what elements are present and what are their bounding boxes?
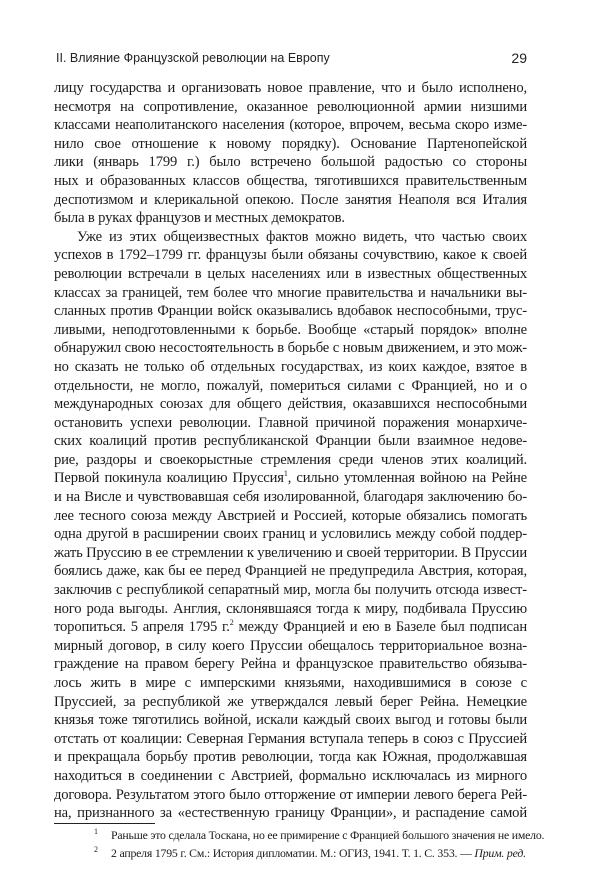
text-segment: международных союзах для общего действия, оказавшихся неспособными bbox=[54, 396, 527, 413]
text-line bbox=[54, 804, 527, 823]
text-segment: лось жить в мире с имперскими князьями, находившимися в союзе с bbox=[54, 675, 527, 691]
paragraph bbox=[54, 79, 527, 228]
text-segment: граждение на правом берегу Рейна и французское правительство обязыва- bbox=[54, 656, 527, 673]
text-segment: на, признанного за «естественную границу Франции», и распадение самой bbox=[54, 805, 527, 822]
text-line bbox=[54, 562, 527, 581]
text-line bbox=[54, 618, 527, 637]
text-line bbox=[54, 507, 527, 526]
text-segment: ских коалиций против республиканской Франции были взаимное недове- bbox=[54, 433, 527, 450]
text-line bbox=[54, 339, 527, 358]
text-segment: классах за границей, тем более что многие правительства и начальники вы- bbox=[54, 284, 527, 301]
paragraph bbox=[54, 228, 527, 823]
text-segment: лицу государства и организовать новое правление, что и было исполнено, bbox=[54, 80, 527, 96]
text-segment: отстать от коалиции: Северная Германия вступала теперь в союз с Пруссией bbox=[54, 730, 527, 747]
text-line bbox=[54, 767, 527, 786]
text-segment: сланных против Франции войск оказывались вдобавок неспособными, трус- bbox=[54, 303, 527, 320]
text-segment: между Францией и ею в Базеле был подписан bbox=[233, 619, 527, 636]
text-segment: но сказать не только об отдельных государствах, из коих каждое, взятое в bbox=[54, 358, 527, 375]
text-segment: договора. Результатом этого было отторжение от империи левого берега Рей- bbox=[54, 786, 527, 803]
text-segment: , сильно утомленная войною на Рейне bbox=[287, 470, 527, 487]
text-segment: деспотизмом и клерикальной опекою. После занятия Неаполя вся Италия bbox=[54, 191, 527, 208]
text-segment: остановить успехи революции. Главной причиной поражения монархиче- bbox=[54, 414, 527, 431]
footnote-number: 2 bbox=[94, 845, 98, 854]
text-line bbox=[54, 98, 527, 117]
text-line bbox=[54, 358, 527, 377]
text-line bbox=[54, 488, 527, 507]
text-line bbox=[54, 191, 527, 210]
text-segment: Раньше это сделала Тоскана, но ее примирение с Францией большого значения не имело. bbox=[111, 828, 545, 842]
footnote bbox=[94, 826, 545, 844]
text-line bbox=[54, 302, 527, 321]
text-segment: Пруссией, за республикой же утверждался левый берег Рейна. Немецкие bbox=[54, 693, 527, 710]
text-segment: и прекращала борьбу против революции, тогда как Южная, продолжавшая bbox=[54, 749, 527, 766]
text-segment: боялись даже, как бы ее перед Францией не предупредила Австрия, которая, bbox=[54, 563, 527, 580]
text-segment: ных и образованных классов общества, тяготившихся правительственным bbox=[54, 172, 527, 189]
text-segment: торопиться. 5 апреля 1795 г. bbox=[54, 619, 230, 636]
text-segment: ного рода выгоды. Англия, склонявшаяся тогда к миру, подбивала Пруссию bbox=[54, 600, 527, 617]
text-line bbox=[54, 637, 527, 656]
text-line bbox=[54, 748, 527, 767]
text-segment: была в руках французов и местных демократов. bbox=[54, 210, 345, 227]
footnote-text bbox=[111, 844, 526, 862]
text-line bbox=[54, 655, 527, 674]
chapter-title: II. Влияние Французской революции на Европу bbox=[56, 51, 330, 65]
text-segment: и на Висле и чувствовавшая себя изолированной, благодаря заключению бо- bbox=[54, 489, 527, 506]
text-line bbox=[54, 172, 527, 191]
text-line bbox=[54, 451, 527, 470]
text-segment: одна другой в расширении своих границ и условились между собой поддер- bbox=[54, 526, 527, 543]
footnote-ref: 1 bbox=[283, 469, 288, 479]
text-line bbox=[54, 209, 527, 228]
text-line bbox=[54, 153, 527, 172]
text-segment: 2 апреля 1795 г. См.: История дипломатии. М.: ОГИЗ, 1941. Т. 1. С. 353. — bbox=[111, 846, 475, 860]
footnote bbox=[94, 844, 527, 862]
text-segment: классами неаполитанского населения (которое, впрочем, весьма скоро изме- bbox=[54, 117, 527, 134]
running-header bbox=[56, 51, 527, 69]
text-line bbox=[54, 674, 527, 693]
text-line bbox=[54, 228, 527, 247]
text-segment: отдельности, не могло, пожалуй, помериться силами с Францией, но и о bbox=[54, 377, 527, 394]
text-segment: жать Пруссию в ее стремлении к увеличению и своей территории. В Пруссии bbox=[54, 544, 527, 561]
text-segment: успехов в 1792–1799 гг. французы были обязаны сочувствию, какое к своей bbox=[54, 247, 527, 264]
text-line bbox=[54, 525, 527, 544]
footnote-divider bbox=[54, 823, 155, 824]
body-text bbox=[54, 79, 527, 823]
text-segment: революции встречали в целых населениях или в известных общественных bbox=[54, 265, 527, 282]
text-segment: мирный договор, в силу коего Пруссии обещалось территориальное возна- bbox=[54, 637, 527, 654]
text-segment: несмотря на сопротивление, оказанное революционной армии низшими bbox=[54, 98, 527, 115]
text-segment: обнаружил свою несостоятельность в борьбе с новым движением, и это мож- bbox=[54, 340, 527, 357]
text-line bbox=[54, 414, 527, 433]
text-line bbox=[54, 395, 527, 414]
text-segment: Уже из этих общеизвестных фактов можно видеть, что частью своих bbox=[77, 228, 527, 245]
text-line bbox=[54, 246, 527, 265]
text-segment: ливыми, неподготовленными к борьбе. Вообще «старый порядок» вполне bbox=[54, 321, 527, 338]
text-segment: Первой покинула коалицию Пруссия bbox=[54, 470, 284, 487]
text-line bbox=[54, 116, 527, 135]
footnote-text bbox=[111, 826, 544, 844]
text-line bbox=[54, 432, 527, 451]
text-segment: находиться в соединении с Австрией, формально исключалась из мирного bbox=[54, 767, 527, 784]
text-segment: рие, раздоры и своекорыстные стремления среди членов этих коалиций. bbox=[54, 451, 527, 468]
text-segment: заключив с республикой сепаратный мир, могла бы получить отсюда извест- bbox=[54, 582, 527, 599]
text-line bbox=[54, 284, 527, 303]
text-line bbox=[54, 786, 527, 805]
footnote-number: 1 bbox=[94, 827, 98, 836]
footnote-ref: 2 bbox=[229, 618, 234, 628]
footnotes bbox=[94, 826, 545, 862]
text-line bbox=[54, 693, 527, 712]
text-line bbox=[54, 135, 527, 154]
page-number: 29 bbox=[511, 50, 527, 66]
text-line bbox=[54, 600, 527, 619]
text-line bbox=[54, 544, 527, 563]
text-line bbox=[54, 711, 527, 730]
text-line bbox=[54, 730, 527, 749]
text-segment: нило свое отношение к новому порядку). Основание Партенопейской bbox=[54, 135, 527, 152]
editor-note: Прим. ред. bbox=[474, 846, 526, 860]
text-line bbox=[54, 265, 527, 284]
text-line bbox=[54, 469, 527, 488]
text-line bbox=[54, 377, 527, 396]
text-segment: лее тесного союза между Австрией и Россией, которые обязались помогать bbox=[54, 507, 527, 524]
text-segment: князья тоже тяготились войной, искали каждый своих выгод и готовы были bbox=[54, 712, 527, 729]
text-line bbox=[54, 79, 527, 98]
text-line bbox=[54, 321, 527, 340]
text-segment: лики (январь 1799 г.) было встречено большой радостью со стороны bbox=[54, 154, 527, 171]
text-line bbox=[54, 581, 527, 600]
